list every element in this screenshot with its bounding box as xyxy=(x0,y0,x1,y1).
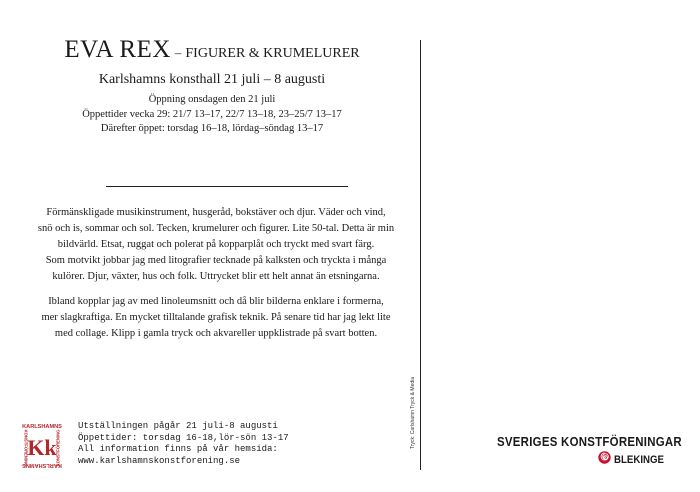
paragraph-line: med collage. Klipp i gamla tryck och akvareller uppklistrade på svart botten. xyxy=(54,328,378,339)
footer-info xyxy=(78,421,289,467)
opening-hours-week: Öppettider vecka 29: 21/7 13–17, 22/7 13–18, 23–25/7 13–17 xyxy=(82,108,342,120)
footer-hours: Öppettider: torsdag 16-18,lör-sön 13-17 xyxy=(78,432,289,443)
paragraph-line: kulörer. Djur, växter, hus och folk. Uttrycket blir ett helt annat än etsningarna. xyxy=(52,271,380,282)
description-paragraph-2 xyxy=(30,294,402,342)
logo-bottom-text: KARLSHAMNS xyxy=(22,462,62,468)
description-paragraph-1 xyxy=(30,205,402,285)
paragraph-line: snö och is, sommar och sol. Tecken, krumelurer och figurer. Lite 50-tal. Detta är min xyxy=(37,223,395,234)
org-region xyxy=(598,453,671,467)
paragraph-line: Ibland kopplar jag av med linoleumsnitt och då blir bilderna enklare i formerna, xyxy=(48,296,384,307)
exhibition-title xyxy=(0,36,424,64)
paragraph-line: bildvärld. Etsat, ruggat och polerat på kopparplåt och tryckt med svart färg. xyxy=(57,239,375,250)
opening-day: Öppning onsdagen den 21 juli xyxy=(148,94,276,105)
footer-dates: Utställningen pågår 21 juli-8 augusti xyxy=(78,421,278,431)
section-divider xyxy=(106,186,348,187)
logo-left-text: KONSTFÖRENING xyxy=(23,429,29,467)
logo-monogram: Kk xyxy=(27,435,57,460)
title-dash: – xyxy=(174,45,182,60)
footer-website[interactable]: www.karlshamnskonstforening.se xyxy=(78,455,241,466)
paragraph-line: Som motvikt jobbar jag med litografier tecknade på kalksten och tryckta i många xyxy=(45,255,387,266)
print-credit-text: Tryck: Carlshamn Tryck & Media xyxy=(410,376,416,450)
exhibition-name: FIGURER & KRUMELURER xyxy=(185,46,360,61)
region-name: BLEKINGE xyxy=(614,454,665,466)
logo-top-text: KARLSHAMNS xyxy=(22,424,62,430)
artist-name: EVA REX xyxy=(64,36,171,63)
logo-right-text: KONSTFÖRENING xyxy=(55,429,61,467)
opening-hours-after: Därefter öppet: torsdag 16–18, lördag–söndag 13–17 xyxy=(100,123,324,134)
paragraph-line: Förmänskligade musikinstrument, husgeråd, bokstäver och djur. Väder och vind, xyxy=(46,207,386,218)
footer-info-line: All information finns på vår hemsida: xyxy=(78,444,278,454)
print-credit xyxy=(408,368,418,458)
spiral-icon xyxy=(598,451,611,469)
karlshamns-konstforening-logo xyxy=(20,422,64,470)
opening-info xyxy=(0,93,424,137)
postcard-divider xyxy=(420,40,421,470)
venue-dates: Karlshamns konsthall 21 juli – 8 augusti xyxy=(98,72,326,87)
org-name: SVERIGES KONSTFÖRENINGAR xyxy=(497,434,682,449)
paragraph-line: mer slagkraftiga. En mycket tilltalande grafisk teknik. På senare tid har jag lekt lite xyxy=(41,312,391,323)
